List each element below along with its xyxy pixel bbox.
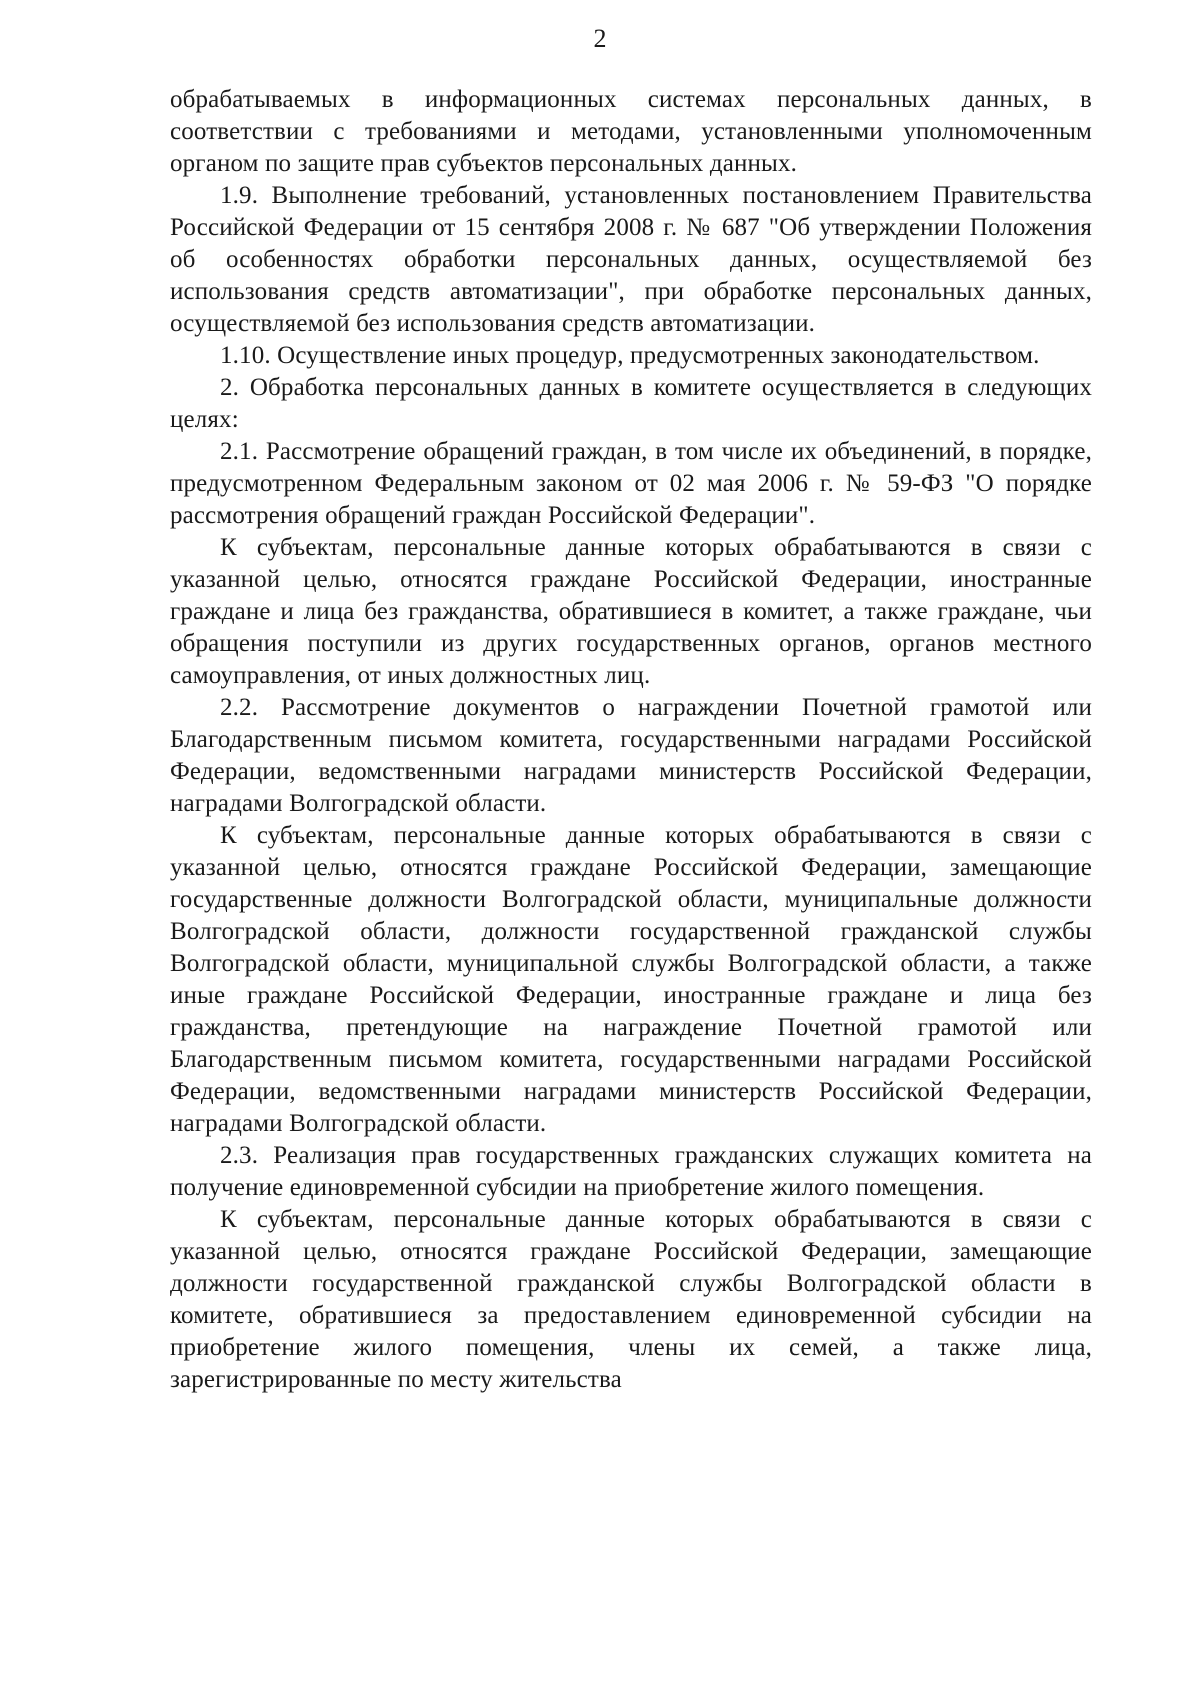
paragraph-subjects-2-1: К субъектам, персональные данные которых обрабатываются в связи с указанной целью, относятся граждане Российской Федерации, иностранные граждане и лица без гражданства, обратившиеся в комитет, а также граждане, чьи обращения поступили из других государственных органов, органов местного самоуправления, от иных должностных лиц. xyxy=(170,534,1092,689)
paragraph-2-1: 2.1. Рассмотрение обращений граждан, в том числе их объединений, в порядке, предусмотренном Федеральным законом от 02 мая 2006 г. № 59-ФЗ "О порядке рассмотрения обращений граждан Российской Федерации". xyxy=(170,438,1092,529)
paragraph-1-10: 1.10. Осуществление иных процедур, предусмотренных законодательством. xyxy=(220,342,1040,369)
paragraph-1-9: 1.9. Выполнение требований, установленных постановлением Правительства Российской Федерации от 15 сентября 2008 г. № 687 "Об утверждении Положения об особенностях обработки персональных данных, осуществляемой без использования средств автоматизации", при обработке персональных данных, осуществляемой без использования средств автоматизации. xyxy=(170,182,1092,337)
paragraph-2: 2. Обработка персональных данных в комитете осуществляется в следующих целях: xyxy=(170,374,1092,433)
document-body xyxy=(170,84,1092,1396)
paragraph-continuation: обрабатываемых в информационных системах персональных данных, в соответствии с требованиями и методами, установленными уполномоченным органом по защите прав субъектов персональных данных. xyxy=(170,86,1092,177)
paragraph-2-2: 2.2. Рассмотрение документов о награждении Почетной грамотой или Благодарственным письмом комитета, государственными наградами Российской Федерации, ведомственными наградами министерств Российской Федерации, наградами Волгоградской области. xyxy=(170,694,1092,817)
paragraph-2-3: 2.3. Реализация прав государственных гражданских служащих комитета на получение единовременной субсидии на приобретение жилого помещения. xyxy=(170,1142,1092,1201)
page-number: 2 xyxy=(593,24,607,53)
paragraph-subjects-2-2: К субъектам, персональные данные которых обрабатываются в связи с указанной целью, относятся граждане Российской Федерации, замещающие государственные должности Волгоградской области, муниципальные должности Волгоградской области, должности государственной гражданской службы Волгоградской области, муниципальной службы Волгоградской области, а также иные граждане Российской Федерации, иностранные граждане и лица без гражданства, претендующие на награждение Почетной грамотой или Благодарственным письмом комитета, государственными наградами Российской Федерации, ведомственными наградами министерств Российской Федерации, наградами Волгоградской области. xyxy=(170,822,1092,1137)
paragraph-subjects-2-3: К субъектам, персональные данные которых обрабатываются в связи с указанной целью, относятся граждане Российской Федерации, замещающие должности государственной гражданской службы Волгоградской области в комитете, обратившиеся за предоставлением единовременной субсидии на приобретение жилого помещения, члены их семей, а также лица, зарегистрированные по месту жительства xyxy=(170,1206,1092,1393)
